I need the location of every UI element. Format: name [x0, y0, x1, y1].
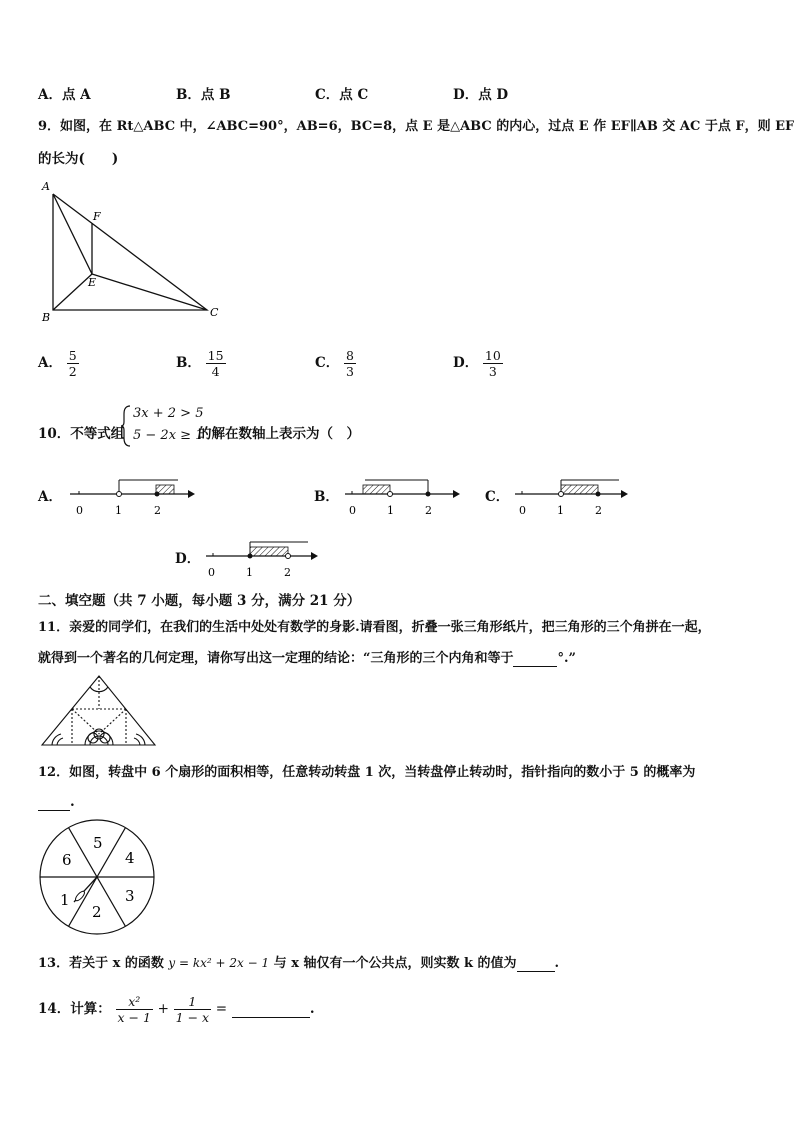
- sector-label-2: 2: [92, 903, 102, 921]
- answer-blank: [513, 651, 557, 667]
- fraction-denominator: 3: [488, 364, 497, 379]
- q14-text-end: .: [309, 1001, 315, 1017]
- tick-label-1: 1: [246, 566, 253, 579]
- q8-option-c: C．点 C: [315, 87, 369, 103]
- label-c: C: [210, 306, 219, 319]
- fraction-numerator: 10: [484, 348, 501, 363]
- tick-label-0: 0: [349, 504, 356, 517]
- tick-label-2: 2: [425, 504, 432, 517]
- label-b: B: [42, 311, 51, 324]
- q9-option-b-letter: B．: [176, 355, 201, 371]
- q13-text: 13．若关于 x 的函数: [38, 956, 169, 971]
- q9-option-d-fraction: [483, 348, 503, 379]
- fraction-1: [116, 994, 153, 1025]
- triangle-abc: [53, 194, 207, 310]
- answer-blank: [517, 956, 555, 972]
- label-a: A: [42, 180, 50, 193]
- sector-label-1: 1: [60, 891, 70, 909]
- fraction-numerator: x²: [116, 994, 153, 1010]
- plus-sign: +: [157, 1001, 169, 1017]
- equals-sign: =: [215, 1001, 228, 1017]
- tick-label-2: 2: [284, 566, 291, 579]
- q9-option-d-letter: D．: [453, 355, 479, 371]
- system-brace: [120, 404, 132, 448]
- answer-blank: [38, 794, 70, 811]
- q13-text-end: .: [554, 956, 560, 971]
- folded-triangle-figure: [38, 672, 160, 748]
- inequality-2: 5 − 2x ≥ 1: [133, 428, 204, 443]
- q9-option-d: [453, 348, 503, 379]
- number-line-c: [505, 472, 635, 520]
- q13-text-2: 与 x 轴仅有一个公共点，则实数 k 的值为: [269, 956, 517, 971]
- fraction-denominator: x − 1: [117, 1010, 151, 1025]
- tick-label-0: 0: [519, 504, 526, 517]
- q11-stem-line2: [38, 647, 576, 667]
- tick-label-2: 2: [154, 504, 161, 517]
- number-line-d: [196, 534, 326, 582]
- q10-option-b-letter: B．: [314, 489, 339, 505]
- q11-text-end: °.”: [557, 651, 576, 666]
- tick-label-1: 1: [115, 504, 122, 517]
- q10-prefix: 10．不等式组: [38, 426, 125, 442]
- q10-option-d-letter: D．: [175, 551, 201, 567]
- tick-label-2: 2: [595, 504, 602, 517]
- q9-stem-line2: 的长为( ): [38, 151, 119, 167]
- segment-ae: [53, 194, 92, 274]
- tick-label-1: 1: [557, 504, 564, 517]
- q12-stem-line2: [38, 794, 75, 811]
- fraction-numerator: 5: [68, 348, 77, 363]
- tick-label-0: 0: [208, 566, 215, 579]
- segment-ce: [92, 274, 207, 310]
- number-line-a: [60, 472, 200, 520]
- spinner-pointer: [74, 877, 97, 902]
- q9-option-b-fraction: [206, 348, 226, 379]
- q14-stem: [38, 994, 315, 1025]
- q8-option-a: A．点 A: [38, 87, 91, 103]
- label-e: E: [88, 276, 97, 289]
- fraction-denominator: 3: [345, 364, 354, 379]
- q9-option-a-fraction: [67, 348, 79, 379]
- tick-label-1: 1: [387, 504, 394, 517]
- number-line-b: [335, 472, 465, 520]
- fraction-numerator: 1: [174, 994, 211, 1010]
- fraction-2: [174, 994, 211, 1025]
- q9-option-c-fraction: [344, 348, 356, 379]
- spinner-figure: [36, 818, 160, 936]
- q10-option-c-letter: C．: [485, 489, 510, 505]
- q12-stem-line1: 12．如图，转盘中 6 个扇形的面积相等，任意转动转盘 1 次，当转盘停止转动时，指针指向的数小于 5 的概率为: [38, 765, 696, 780]
- q9-option-c-letter: C．: [315, 355, 340, 371]
- fraction-denominator: 4: [211, 364, 220, 379]
- q9-stem-line1: 9．如图，在 Rt△ABC 中，∠ABC=90°，AB=6，BC=8，点 E 是△ABC 的内心，过点 E 作 EF∥AB 交 AC 于点 F，则 EF: [38, 119, 794, 134]
- q10-option-a-letter: A．: [38, 489, 62, 505]
- sector-label-3: 3: [125, 887, 135, 905]
- fraction-denominator: 2: [68, 364, 77, 379]
- sector-label-6: 6: [62, 851, 72, 869]
- q9-option-a-letter: A．: [38, 355, 62, 371]
- q8-option-d: D．点 D: [453, 87, 509, 103]
- q11-text: 就得到一个著名的几何定理，请你写出这一定理的结论：“三角形的三个内角和等于: [38, 651, 514, 666]
- tick-label-0: 0: [76, 504, 83, 517]
- q9-option-c: [315, 348, 356, 379]
- q9-triangle-figure: [36, 178, 226, 328]
- q9-option-a: [38, 348, 79, 379]
- sector-label-5: 5: [93, 834, 103, 852]
- fraction-denominator: 1 − x: [175, 1010, 210, 1025]
- center-angle-arcs: [85, 731, 113, 745]
- q8-option-b: B．点 B: [176, 87, 231, 103]
- fraction-numerator: 15: [207, 348, 224, 363]
- quadratic-function: y = kx² + 2x − 1: [168, 956, 270, 970]
- inequality-1: 3x + 2 > 5: [133, 406, 204, 421]
- label-f: F: [93, 210, 101, 223]
- section-title: 二、填空题（共 7 小题，每小题 3 分，满分 21 分）: [38, 593, 361, 609]
- q14-text: 14．计算：: [38, 1001, 111, 1017]
- q13-stem: [38, 952, 559, 972]
- q10-suffix: 的解在数轴上表示为（ ）: [198, 426, 360, 442]
- answer-blank: [232, 1001, 310, 1018]
- q12-text-end: .: [70, 794, 75, 810]
- q9-option-b: [176, 348, 226, 379]
- sector-label-4: 4: [125, 849, 135, 867]
- fraction-numerator: 8: [345, 348, 354, 363]
- segment-be: [53, 274, 92, 310]
- q11-stem-line1: 11．亲爱的同学们，在我们的生活中处处有数学的身影.请看图，折叠一张三角形纸片，把三角形的三个角拼在一起，: [38, 620, 711, 635]
